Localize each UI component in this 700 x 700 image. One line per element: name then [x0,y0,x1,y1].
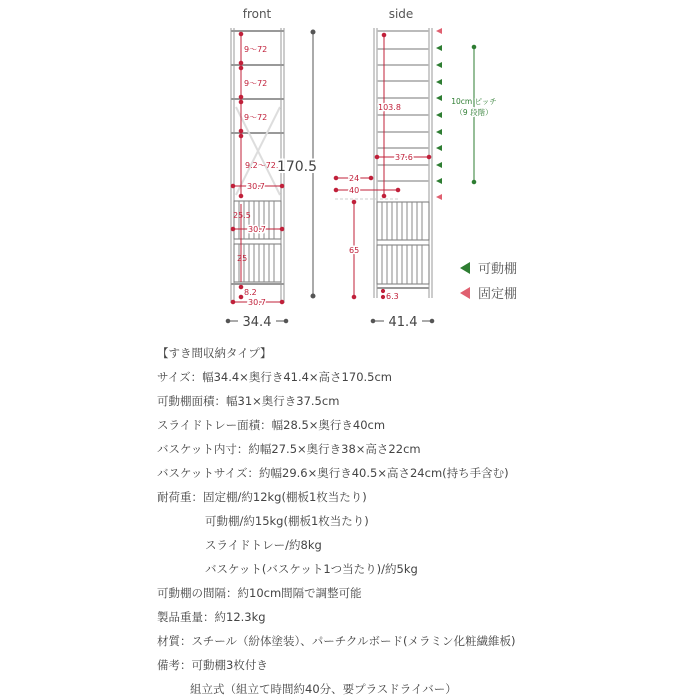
legend-movable: 可動棚 [478,262,518,277]
gap-label-4: 9.2～72.3 [245,161,284,170]
fixed-shelf-arrow-icon [436,194,442,200]
pitch-label: 10cm ピッチ [451,97,497,106]
side-basket-bars [382,202,422,284]
basket-height-top: 25.5 [233,211,251,220]
spec-load-tray: スライドトレー/約8kg [205,538,322,552]
front-label: front [242,7,272,21]
spec-heading: 【すき間収納タイプ】 [157,346,272,360]
basket-height-bottom: 25 [237,254,248,263]
movable-shelf-arrow-icon [436,178,442,184]
upper-height-label: 103.8 [378,103,401,112]
tray-40-label: 40 [349,186,360,195]
spec-material: 材質：スチール（紛体塗装）、パーチクルボード(メラミン化粧繊維板) [157,634,516,648]
legend [460,261,517,302]
movable-shelf-arrow-icon [436,45,442,51]
lower-height-label: 65 [349,246,360,255]
total-depth-label: 41.4 [388,315,418,330]
spec-shelf-area: 可動棚面積：幅31×奥行き37.5cm [157,394,340,408]
spec-notes: 備考：可動棚3枚付き [157,658,268,672]
pitch-steps-label: （9 段階） [455,108,493,117]
movable-shelf-arrow-icon [436,129,442,135]
spec-assembly: 組立式（組立て時間約40分、要プラスドライバー） [190,682,457,696]
shelf-arrows [436,28,442,200]
movable-shelf-arrow-icon [436,62,442,68]
spec-load-fixed: 耐荷重：固定棚/約12kg(棚板1枚当たり) [157,490,367,504]
inner-width-label: 30.7 [247,182,265,191]
spec-size: サイズ：幅34.4×奥行き41.4×高さ170.5cm [157,370,393,384]
movable-shelf-arrow-icon [436,112,442,118]
spec-basket-inner: バスケット内寸：約幅27.5×奥行き38×高さ22cm [157,442,421,456]
spec-load-basket: バスケット(バスケット1つ当たり)/約5kg [205,562,418,576]
movable-shelf-arrow-icon [436,145,442,151]
shelf-depth-label: 37.6 [395,153,413,162]
total-height-label: 170.5 [276,159,318,175]
dimension-diagram [0,0,700,340]
fixed-legend-icon [460,287,470,299]
tray-24-label: 24 [349,174,360,183]
legend-fixed: 固定棚 [478,287,518,302]
gap-label-1: 9～72 [244,45,268,54]
gap-label-2: 9～72 [244,79,268,88]
bottom-clearance-label: 8.2 [244,288,257,297]
side-label: side [388,7,414,21]
bottom-width-label: 30.7 [248,298,266,307]
movable-shelf-arrow-icon [436,162,442,168]
spec-shelf-interval: 可動棚の間隔：約10cm間隔で調整可能 [157,586,362,600]
movable-shelf-arrow-icon [436,95,442,101]
total-width-label: 34.4 [242,315,272,330]
side-bottom-clearance-label: 6.3 [386,292,399,301]
spec-load-movable: 可動棚/約15kg(棚板1枚当たり) [205,514,369,528]
spec-weight: 製品重量：約12.3kg [157,610,266,624]
movable-legend-icon [460,262,470,274]
fixed-shelf-arrow-icon [436,28,442,34]
spec-tray-area: スライドトレー面積：幅28.5×奥行き40cm [157,418,386,432]
spec-basket-size: バスケットサイズ：約幅29.6×奥行き40.5×高さ24cm(持ち手含む) [157,466,509,480]
basket-width-label: 30.7 [248,225,266,234]
gap-label-3: 9～72 [244,113,268,122]
movable-shelf-arrow-icon [436,79,442,85]
